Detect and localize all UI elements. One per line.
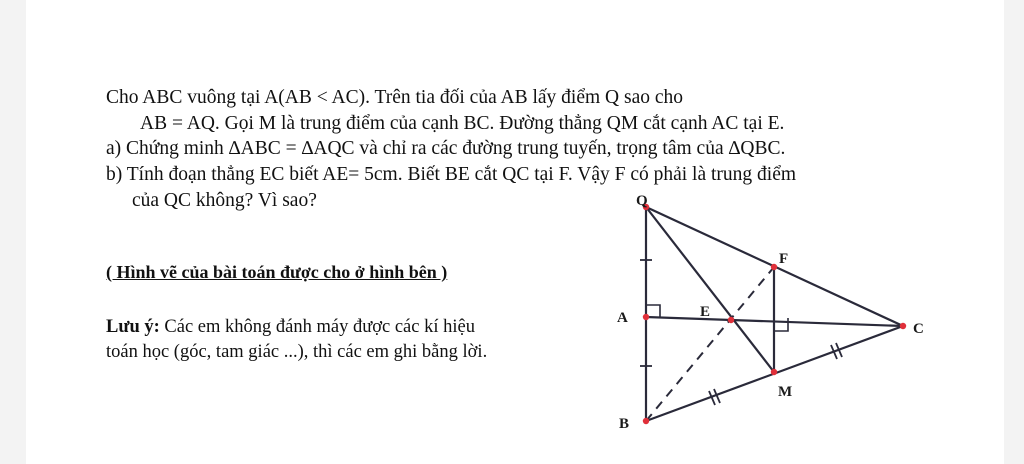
problem-part-b-cont: của QC không? Vì sao? [132, 190, 317, 211]
point-F [771, 264, 777, 270]
label-M: M [778, 384, 793, 400]
label-Q: Q [636, 193, 648, 209]
remark-line-2: toán học (góc, tam giác ...), thì các em ghi bằng lời. [106, 342, 488, 362]
point-M [771, 369, 777, 375]
problem-part-a: a) Chứng minh ∆ABC = ∆AQC và chỉ ra các đường trung tuyến, trọng tâm của ∆QBC. [106, 138, 786, 159]
point-A [643, 314, 649, 320]
problem-line-1: Cho ABC vuông tại A(AB < AC). Trên tia đối của AB lấy điểm Q sao cho [106, 87, 684, 108]
remark-text-1: Các em không đánh máy được các kí hiệu [159, 317, 475, 337]
problem-line-2: AB = AQ. Gọi M là trung điểm của cạnh BC. Đường thẳng QM cắt cạnh AC tại E. [140, 113, 785, 134]
point-C [900, 323, 906, 329]
label-A: A [617, 310, 628, 326]
figure-note: ( Hình vẽ của bài toán được cho ở hình bên ) [106, 262, 448, 282]
point-B [643, 418, 649, 424]
segment-QM [646, 207, 774, 372]
label-F: F [779, 251, 789, 267]
label-B: B [619, 416, 630, 432]
label-E: E [700, 304, 711, 320]
right-angle-at-AC [774, 318, 788, 331]
label-C: C [913, 321, 924, 337]
problem-part-b: b) Tính đoạn thẳng EC biết AE= 5cm. Biết BE cắt QC tại F. Vậy F có phải là trung điểm [106, 164, 797, 185]
point-E [728, 317, 734, 323]
remark-label: Lưu ý: [106, 317, 160, 337]
